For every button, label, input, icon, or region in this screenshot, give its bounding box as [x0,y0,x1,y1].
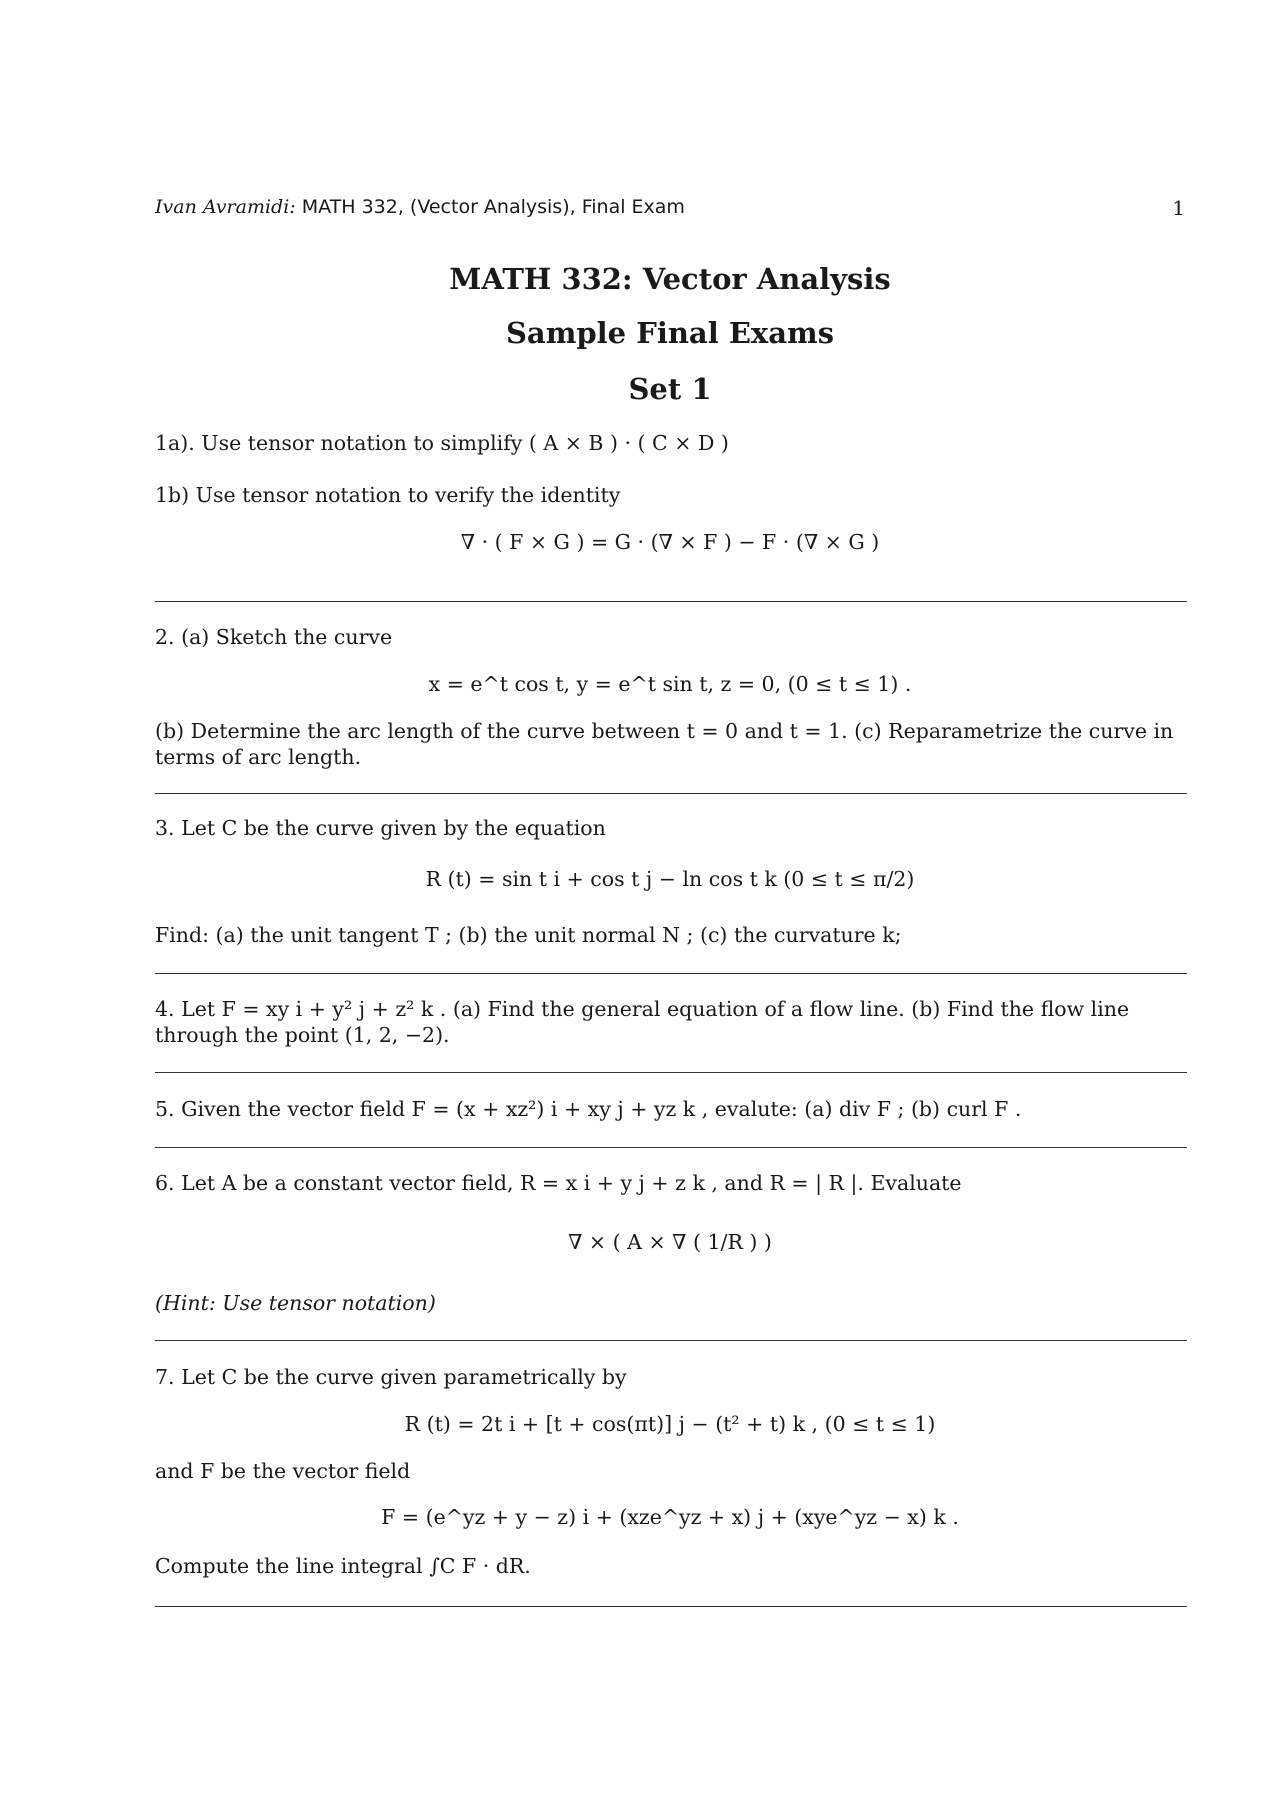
divider [155,1072,1187,1073]
problem-3-find: Find: (a) the unit tangent T ; (b) the unit normal N ; (c) the curvature k; [155,923,902,947]
title-sub: Sample Final Exams [505,316,835,350]
problem-3: 3. Let C be the curve given by the equation [155,816,606,840]
problem-3-equation: R (t) = sin t i + cos t j − ln cos t k (0 ≤ t ≤ π/2) [425,867,915,891]
divider [155,1340,1187,1341]
problem-7-curve: R (t) = 2t i + [t + cos(πt)] j − (t² + t) k , (0 ≤ t ≤ 1) [404,1412,936,1436]
problem-7-and: and F be the vector field [155,1459,411,1483]
problem-6-hint: (Hint: Use tensor notation) [155,1291,436,1315]
divider [155,601,1187,602]
header-author: Ivan Avramidi: [155,196,296,218]
divider [155,1147,1187,1148]
problem-1a: 1a). Use tensor notation to simplify ( A × B ) · ( C × D ) [155,431,729,455]
running-header [155,196,685,218]
divider [155,793,1187,794]
problem-2-curve: x = e^t cos t, y = e^t sin t, z = 0, (0 ≤ t ≤ 1) . [428,672,912,696]
page-number: 1 [1172,196,1185,220]
problem-7-field: F = (e^yz + y − z) i + (xze^yz + x) j + (xye^yz − x) k . [381,1505,959,1529]
title-set: Set 1 [628,372,712,406]
divider [155,1606,1187,1607]
problem-7: 7. Let C be the curve given parametrically by [155,1365,627,1389]
problem-1b-identity: ∇ · ( F × G ) = G · (∇ × F ) − F · (∇ × G ) [460,530,880,554]
problem-2b: (b) Determine the arc length of the curve between t = 0 and t = 1. (c) Reparametrize the curve in terms of arc length. [155,719,1174,769]
problem-6: 6. Let A be a constant vector field, R = x i + y j + z k , and R = | R |. Evaluate [155,1171,962,1195]
title-main: MATH 332: Vector Analysis [449,262,891,296]
problem-7-compute: Compute the line integral ∫C F · dR. [155,1554,531,1578]
problem-1b: 1b) Use tensor notation to verify the identity [155,483,621,507]
problem-4: 4. Let F = xy i + y² j + z² k . (a) Find the general equation of a flow line. (b) Find the flow line through the point (1, 2, −2). [155,997,1130,1047]
divider [155,973,1187,974]
header-course: MATH 332, (Vector Analysis), Final Exam [301,196,685,218]
problem-5: 5. Given the vector field F = (x + xz²) i + xy j + yz k , evalute: (a) div F ; (b) curl F . [155,1097,1022,1121]
problem-6-expression: ∇ × ( A × ∇ ( 1/R ) ) [568,1230,772,1254]
problem-2a: 2. (a) Sketch the curve [155,625,393,649]
